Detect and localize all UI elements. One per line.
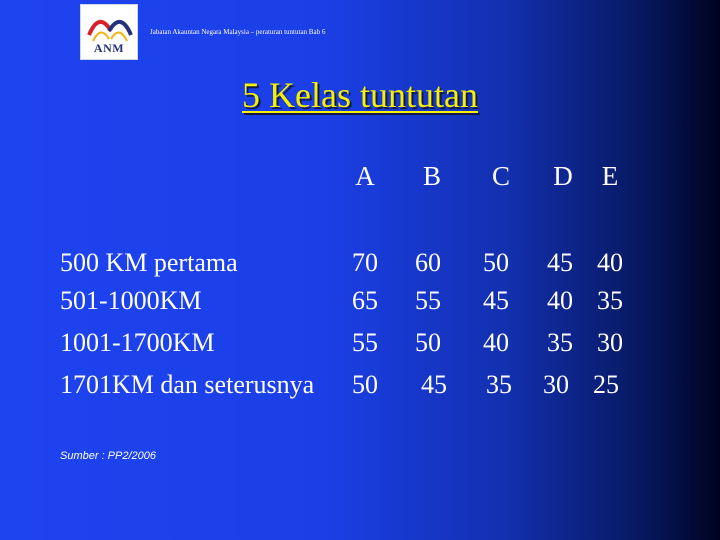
row-label: 1701KM dan seterusnya (60, 370, 315, 399)
source-note: Sumber : PP2/2006 (60, 450, 157, 462)
table-cell: 40 (483, 328, 509, 357)
table-cell: 55 (415, 286, 441, 315)
table-cell: 45 (547, 248, 573, 277)
row-label: 1001-1700KM (60, 328, 215, 357)
table-cell: 50 (415, 328, 441, 357)
table-cell: 40 (597, 248, 623, 277)
table-cell: 65 (352, 286, 378, 315)
table-cell: 45 (421, 370, 447, 399)
table-cell: 40 (547, 286, 573, 315)
table-cell: 60 (415, 248, 441, 277)
table-cell: 35 (597, 286, 623, 315)
table-cell: 25 (593, 370, 619, 399)
table-cell: 35 (547, 328, 573, 357)
column-header-d: D (553, 161, 573, 191)
org-header: Jabatan Akauntan Negara Malaysia – peraturan tuntutan Bab 6 (150, 28, 326, 36)
table-cell: 35 (486, 370, 512, 399)
slide-title: 5 Kelas tuntutan (242, 75, 478, 115)
column-header-b: B (422, 161, 441, 191)
table-cell: 70 (352, 248, 378, 277)
column-header-a: A (355, 161, 375, 191)
anm-logo (80, 4, 138, 60)
table-cell: 45 (483, 286, 509, 315)
table-cell: 55 (352, 328, 378, 357)
column-header-e: E (601, 161, 619, 191)
table-cell: 50 (483, 248, 509, 277)
row-label: 501-1000KM (60, 286, 202, 315)
table-cell: 30 (597, 328, 623, 357)
table-cell: 30 (543, 370, 569, 399)
logo-text: ANM (93, 41, 125, 55)
row-label: 500 KM pertama (60, 248, 238, 277)
column-header-c: C (491, 161, 510, 191)
table-cell: 50 (352, 370, 378, 399)
